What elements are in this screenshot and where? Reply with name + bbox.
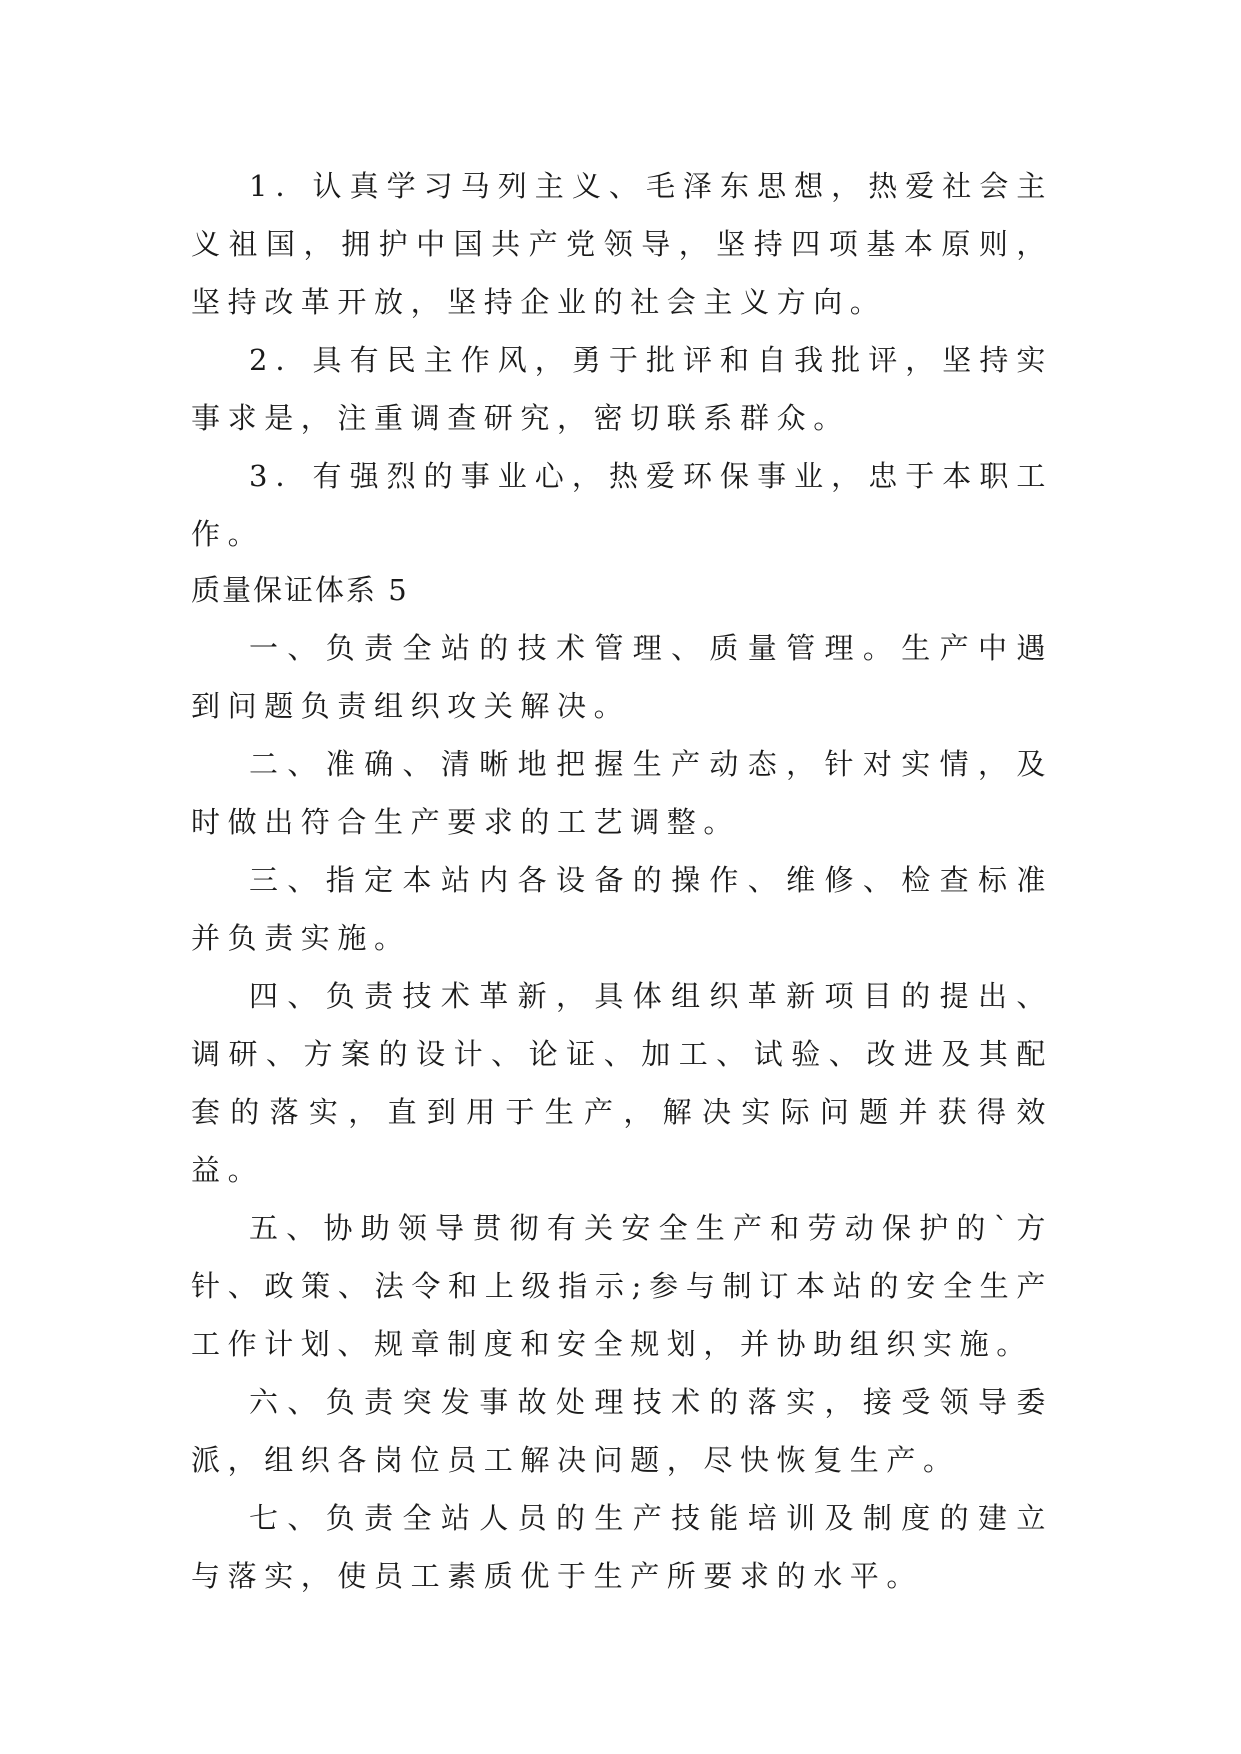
- section-item-5: 五、协助领导贯彻有关安全生产和劳动保护的`方针、政策、法令和上级指示;参与制订本站的安全生产工作计划、规章制度和安全规划，并协助组织实施。: [191, 1211, 1053, 1361]
- section-item-6: 六、负责突发事故处理技术的落实，接受领导委派，组织各岗位员工解决问题，尽快恢复生产。: [191, 1385, 1053, 1477]
- paragraph-3: 3．有强烈的事业心，热爱环保事业，忠于本职工作。: [191, 459, 1053, 551]
- section-item-4: 四、负责技术革新，具体组织革新项目的提出、调研、方案的设计、论证、加工、试验、改进及其配套的落实，直到用于生产，解决实际问题并获得效益。: [191, 979, 1053, 1187]
- section-item-7: 七、负责全站人员的生产技能培训及制度的建立与落实，使员工素质优于生产所要求的水平。: [191, 1501, 1053, 1593]
- intro-section: [191, 157, 1053, 563]
- section-title: 质量保证体系 5: [191, 573, 409, 607]
- section-item-2: 二、准确、清晰地把握生产动态，针对实情，及时做出符合生产要求的工艺调整。: [191, 747, 1053, 839]
- section-item-3: 三、指定本站内各设备的操作、维修、检查标准并负责实施。: [191, 863, 1053, 955]
- paragraph-2: 2．具有民主作风，勇于批评和自我批评，坚持实事求是，注重调查研究，密切联系群众。: [191, 343, 1053, 435]
- paragraph-1: 1．认真学习马列主义、毛泽东思想，热爱社会主义祖国，拥护中国共产党领导，坚持四项基本原则，坚持改革开放，坚持企业的社会主义方向。: [191, 169, 1053, 319]
- quality-assurance-section: [191, 561, 1053, 1605]
- section-item-1: 一、负责全站的技术管理、质量管理。生产中遇到问题负责组织攻关解决。: [191, 631, 1053, 723]
